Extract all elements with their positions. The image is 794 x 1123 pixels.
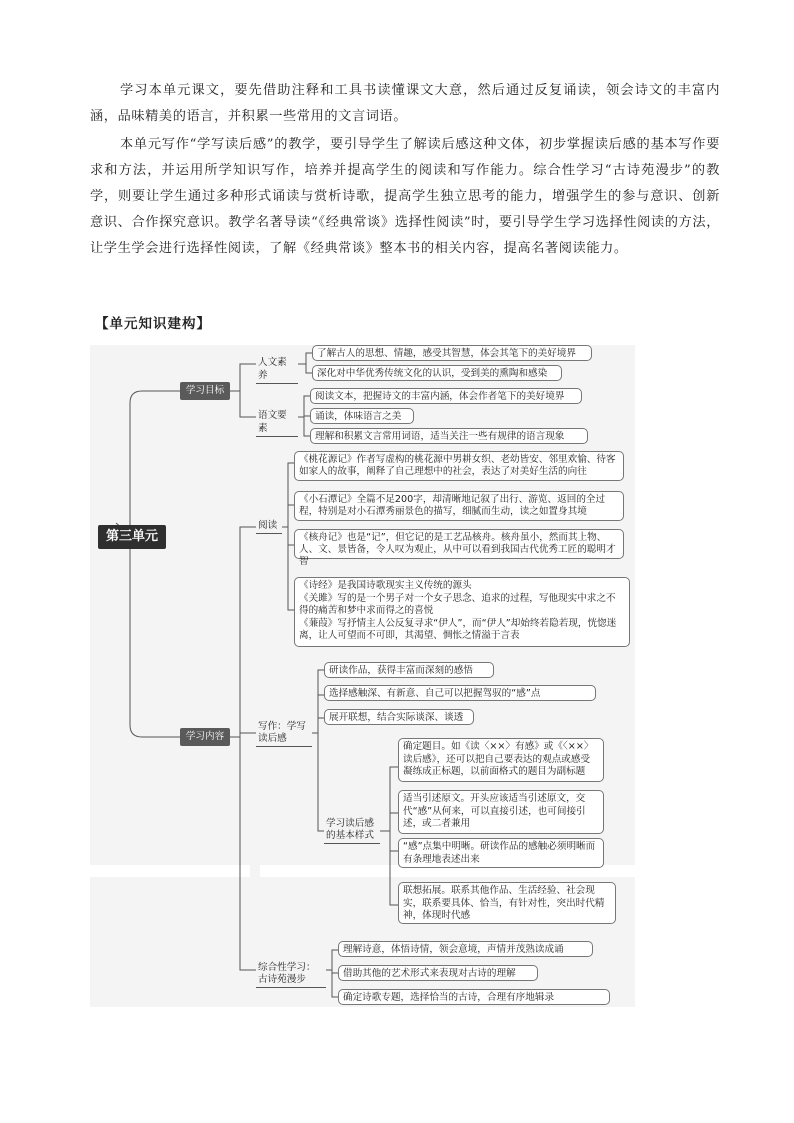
writing-item: 展开联想，结合实际谈深、谈透 — [324, 709, 474, 725]
goal-item: 阅读文本，把握诗文的丰富内涵，体会作者笔下的美好境界 — [310, 388, 582, 404]
format-node: 学习读后感的基本样式 — [324, 817, 380, 844]
reading-node: 阅读 — [256, 518, 282, 534]
format-item: 联想拓展。联系其他作品、生活经验、社会现实，联系要具体、恰当，有针对性，突出时代精神，体现时代感 — [398, 882, 616, 924]
mind-map — [90, 345, 635, 1007]
goal-item: 了解古人的思想、情趣，感受其智慧，体会其笔下的美好境界 — [312, 345, 592, 361]
section-heading: 【单元知识建构】 — [95, 316, 211, 332]
integrated-node: 综合性学习：古诗苑漫步 — [256, 961, 326, 988]
goal-item: 诵读，体味语言之美 — [310, 408, 414, 424]
format-item: “感”点集中明晰。研读作品的感触必须明晰而有条理地表述出来 — [398, 838, 604, 868]
reading-item: 《桃花源记》作者写虚构的桃花源中男耕女织、老幼皆安、邻里欢愉、待客如家人的故事，阐释了自己理想中的社会，表达了对美好生活的向往 — [294, 451, 624, 481]
intro-paragraph-2: 本单元写作“学写读后感”的教学，要引导学生了解读后感这种文体，初步掌握读后感的基本写作要求和方法，并运用所学知识写作，培养并提高学生的阅读和写作能力。综合性学习“古诗苑漫步”的教学，则要让学生通过多种形式诵读与赏析诗歌，提高学生独立思考的能力，增强学生的参与意识、创新意识、合作探究意识。教学名著导读“《经典常谈》选择性阅读”时，要引导学生学习选择性阅读的方法，让学生学会进行选择性阅读，了解《经典常谈》整本书的相关内容，提高名著阅读能力。 — [90, 137, 720, 256]
format-item: 适当引述原文。开头应该适当引述原文，交代“感”从何来，可以直接引述，也可间接引述，或二者兼用 — [398, 790, 604, 834]
integrated-item: 借助其他的艺术形式来表现对古诗的理解 — [338, 965, 538, 981]
integrated-item: 理解诗意，体悟诗情，领会意境，声情并茂熟读成诵 — [338, 941, 593, 957]
integrated-item: 确定诗歌专题，选择恰当的古诗，合理有序地辑录 — [338, 989, 610, 1005]
goal-item: 理解和积累文言常用词语，适当关注一些有规律的语言现象 — [310, 428, 588, 444]
format-item: 确定题目。如《读〈××〉有感》或《〈××〉读后感》，还可以把自己要表达的观点或感受凝练成正标题，以前面格式的题目为副标题 — [398, 738, 604, 782]
goals-node: 学习目标 — [180, 382, 230, 400]
reading-item-poetry: 《诗经》是我国诗歌现实主义传统的源头 《关雎》写的是一个男子对一个女子思念、追求的过程，写他现实中求之不得的痛苦和梦中求而得之的喜悦 《蒹葭》写抒情主人公反复寻求“伊人”，而“伊人”却始终若隐若现，恍惚迷离，让人可望而不可即，其渴望、惆怅之情溢于言表 — [294, 577, 630, 647]
humanities-node: 人文素养 — [256, 355, 298, 384]
writing-node: 写作：学写读后感 — [256, 720, 312, 747]
content-node: 学习内容 — [180, 728, 230, 746]
reading-item: 《小石潭记》全篇不足200字，却清晰地记叙了出行、游览、返回的全过程，特别是对小石潭秀丽景色的描写，细腻而生动，读之如置身其境 — [294, 491, 624, 521]
mindmap-root: 第三单元 — [98, 525, 166, 549]
language-node: 语文要素 — [256, 408, 298, 437]
reading-item: 《核舟记》也是“记”，但它记的是工艺品核舟。核舟虽小，然而其上物、人、文、景皆备，令人叹为观止，从中可以看到我国古代优秀工匠的聪明才智 — [294, 529, 624, 559]
writing-item: 选择感触深、有新意、自己可以把握驾驭的“感”点 — [324, 685, 596, 701]
writing-item: 研读作品，获得丰富而深刻的感悟 — [324, 662, 494, 678]
goal-item: 深化对中华优秀传统文化的认识，受到美的熏陶和感染 — [312, 365, 562, 381]
intro-paragraph-1: 学习本单元课文，要先借助注释和工具书读懂课文大意，然后通过反复诵读，领会诗文的丰富内涵，品味精美的语言，并积累一些常用的文言词语。 — [90, 83, 720, 124]
